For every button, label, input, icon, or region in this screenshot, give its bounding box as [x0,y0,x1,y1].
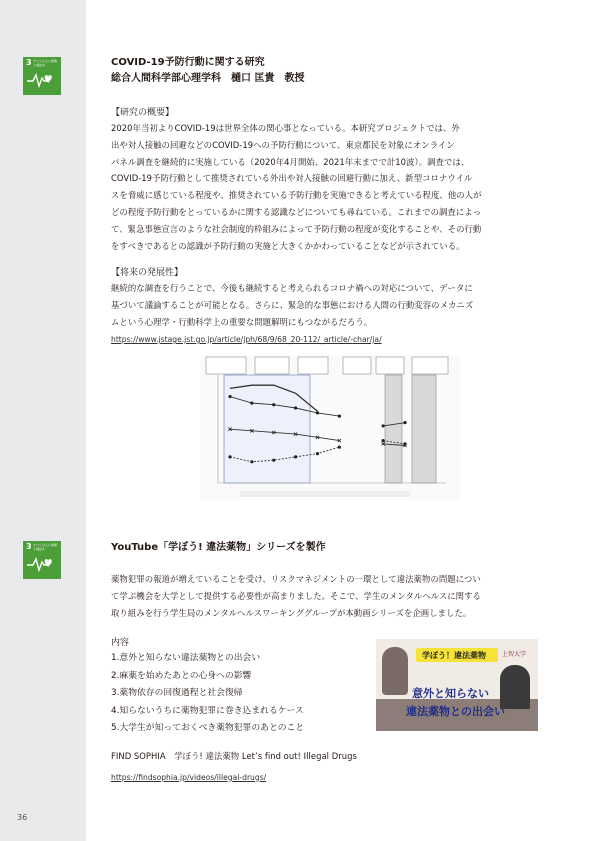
section1-header [111,55,551,87]
section1-author: 総合人間科学部心理学科 樋口 匡貴 教授 [111,73,305,84]
thumb-title-line2: 違法薬物との出会い [406,705,505,718]
data-point [403,421,406,424]
data-point [382,424,385,427]
character-illustration [382,647,408,695]
data-point [228,395,231,398]
sdg-label: すべての人に健康と福祉を [33,543,57,551]
overview-text [111,120,551,254]
future-line: 基づいて議論することが可能となる。さらに、緊急的な事態における人間の行動変容のメカニズ [111,299,474,310]
overview-block [111,106,551,254]
thumb-banner: 学ぼう！違法薬物 [422,651,486,660]
overview-line: スを脅威に感じている程度や、推奨されている予防行動を実施できると考えている程度、他の人が [111,190,482,201]
overview-line: パネル調査を継続的に実施している（2020年4月開始、2021年末までで計10波）。調査では、 [111,156,470,167]
highlight-period-1 [224,375,310,483]
future-line: ムという心理学・行動科学上の重要な問題解明にもつながるだろう。 [111,316,373,327]
highlight-period-3 [412,375,436,483]
heartbeat-icon [26,555,58,573]
intro-line: 薬物犯罪の報道が増えていることを受け、リスクマネジメントの一環として違法薬物の問題につい [111,574,481,584]
future-block [111,266,551,330]
overview-line: COVID-19予防行動として推奨されている外出や対人接触の回避行動に加え、新型コロナウイル [111,173,473,184]
thumb-title-line1: 意外と知らない [412,687,489,700]
overview-line: をすべきであるとの認識が予防行動の実施と大きくかかわっていることなどが示されている。 [111,240,465,251]
callout-boxes [206,357,448,374]
overview-line: て、緊急事態宣言のような社会制度的枠組みによって予防行動の程度が変化することや、その行動 [111,223,482,234]
find-sophia-link[interactable]: https://findsophia.jp/videos/illegal-drugs/ [111,772,267,782]
contents-item: 3.薬物依存の回復過程と社会復帰 [111,688,243,699]
find-sophia-block [111,748,551,784]
highlight-period-2 [385,375,402,483]
data-point [316,411,319,414]
sdg-number: 3 [26,58,32,67]
data-point [250,401,253,404]
data-point [294,406,297,409]
contents-item: 1.意外と知らない違法薬物との出会い [111,653,261,663]
data-point [228,455,231,458]
data-point [250,460,253,463]
heartbeat-icon [26,71,58,89]
sdg-label: すべての人に健康と福祉を [33,59,57,67]
find-sophia-line: FIND SOPHIA 学ぼう! 違法薬物 Let’s find out! Illegal Drugs [111,751,357,761]
intro-line: 取り組みを行う学生局のメンタルヘルスワーキンググループが本動画シリーズを企画しました。 [111,607,472,618]
covid-behavior-chart [200,355,460,500]
data-point [403,442,406,445]
overview-heading: 【研究の概要】 [111,108,175,118]
intro-text [111,571,551,621]
jstage-link[interactable]: https://www.jstage.jst.go.jp/article/jph/68/9/68_20-112/_article/-char/ja/ [111,335,382,344]
overview-line: 出や対人接触の回避などのCOVID-19への予防行動について、東京都民を対象にオンライン [111,139,455,150]
sdg-3-badge [23,541,61,579]
contents-heading: 内容 [111,638,130,648]
section2-header [111,540,551,556]
section2-intro [111,571,551,621]
data-point [294,455,297,458]
future-heading: 【将来の発展性】 [111,268,184,278]
chart-svg [200,355,460,500]
data-point [272,459,275,462]
sdg-3-badge [23,57,61,95]
data-point [272,403,275,406]
data-point [338,446,341,449]
section2-title: YouTube「学ぼう! 違法薬物」シリーズを製作 [111,542,326,553]
contents-item: 2.麻薬を始めたあとの心身への影響 [111,670,252,681]
future-line: 継続的な調査を行うことで、今後も継続すると考えられるコロナ禍への対応について、データに [111,283,473,293]
video-thumbnail[interactable] [376,639,538,731]
contents-block [111,636,371,738]
section1-title: COVID-19予防行動に関する研究 [111,57,265,68]
contents-item: 4.知らないうちに薬物犯罪に巻き込まれるケース [111,705,304,716]
data-point [338,415,341,418]
left-margin [0,0,86,841]
intro-line: て学ぶ機会を大学として提供する必要性が高まりました。そこで、学生のメンタルヘルスに関する [111,590,481,601]
thumb-university: 上智大学 [502,651,527,658]
sdg-number: 3 [26,542,32,551]
overview-line: どの程度予防行動をとっているかに関する認識などについても尋ねている。これまでの調査によっ [111,206,482,217]
data-point [316,452,319,455]
contents-list [111,650,371,738]
data-point [382,439,385,442]
contents-item: 5.大学生が知っておくべき薬物犯罪のあとのこと [111,723,305,734]
overview-line: 2020年当初よりCOVID-19は世界全体の関心事となっている。本研究プロジェクトでは、外 [111,123,460,133]
legend-strip [240,491,410,497]
page-number: 36 [17,813,28,822]
future-text [111,280,551,330]
